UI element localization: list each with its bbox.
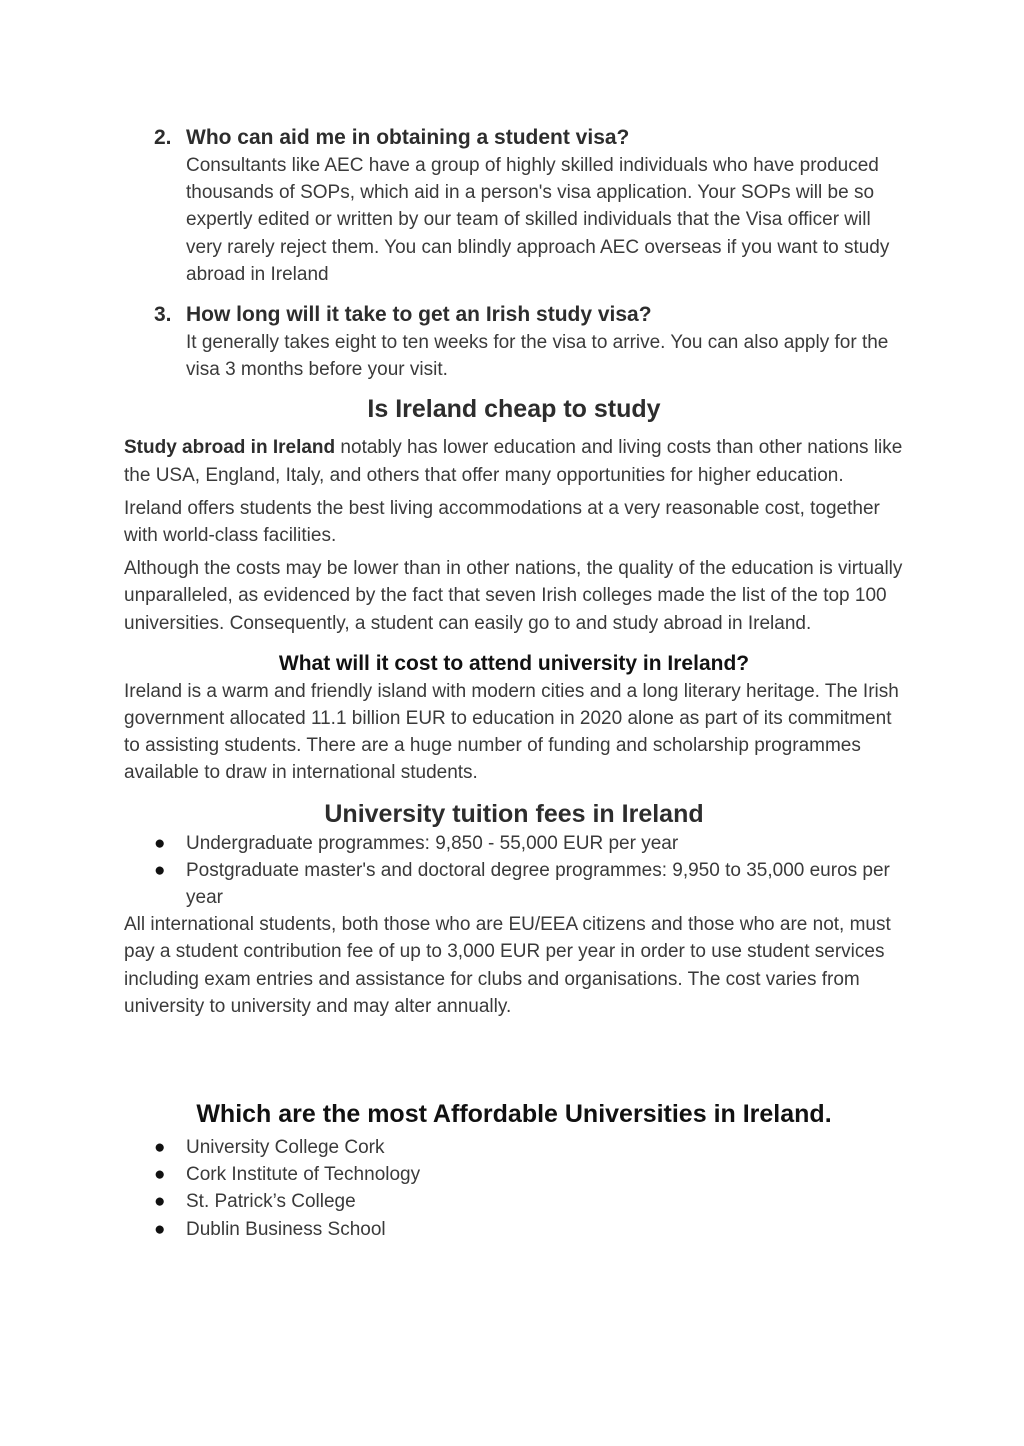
faq-answer: It generally takes eight to ten weeks for the visa to arrive. You can also apply for the visa 3 months before your visit. [186, 332, 889, 381]
paragraph-text: notably has lower education and living costs than other nations like the USA, England, Italy, and others that offer many opportunities for higher education. [124, 437, 903, 486]
section-heading-fees: University tuition fees in Ireland [324, 799, 704, 828]
list-item-text: University College Cork [186, 1137, 385, 1159]
paragraph-costs [124, 434, 904, 488]
bullet-icon: ● [154, 1218, 166, 1240]
list-item [124, 1161, 904, 1188]
list-item-text: St. Patrick’s College [186, 1191, 356, 1213]
universities-list [124, 1134, 904, 1243]
document-page [124, 124, 904, 1243]
bullet-icon: ● [154, 1137, 166, 1159]
bold-phrase: Study abroad in Ireland [124, 437, 336, 459]
faq-question: How long will it take to get an Irish study visa? [186, 303, 652, 327]
paragraph-quality: Although the costs may be lower than in other nations, the quality of the education is virtually unparalleled, as evidenced by the fact that seven Irish colleges made the list of the top 100 universities. Consequently, a student can easily go to and study abroad in Ireland. [124, 558, 903, 634]
paragraph-accommodation: Ireland offers students the best living accommodations at a very reasonable cost, together with world-class facilities. [124, 497, 880, 547]
faq-item-visa-aid [124, 124, 904, 288]
list-item [124, 1134, 904, 1161]
list-item [124, 830, 904, 857]
list-item-text: Postgraduate master's and doctoral degree programmes: 9,950 to 35,000 euros per year [186, 859, 890, 909]
faq-number: 3. [154, 303, 172, 327]
section-heading-cheap: Is Ireland cheap to study [367, 395, 661, 424]
list-item-text: Cork Institute of Technology [186, 1164, 421, 1186]
bullet-icon: ● [154, 1164, 166, 1186]
bullet-icon: ● [154, 1191, 166, 1213]
faq-number: 2. [154, 126, 172, 149]
paragraph-cost: Ireland is a warm and friendly island with modern cities and a long literary heritage. The Irish government allocated 11.1 billion EUR to education in 2020 alone as part of its commitment to assisting students. There are a huge number of funding and scholarship programmes available to draw in international students. [124, 680, 899, 784]
list-item-text: Undergraduate programmes: 9,850 - 55,000 EUR per year [186, 832, 679, 854]
faq-answer: Consultants like AEC have a group of highly skilled individuals who have produced thousands of SOPs, which aid in a person's visa application. Your SOPs will be so expertly edited or written by our team of skilled individuals that the Visa officer will very rarely reject them. You can blindly approach AEC overseas if you want to study abroad in Ireland [186, 155, 890, 285]
list-item-text: Dublin Business School [186, 1218, 386, 1240]
bullet-icon: ● [154, 832, 166, 854]
faq-item-visa-duration [124, 301, 904, 383]
section-heading-cost: What will it cost to attend university in Ireland? [278, 651, 750, 675]
section-heading-affordable: Which are the most Affordable Universities in Ireland. [196, 1100, 832, 1129]
fees-list [124, 830, 904, 912]
list-item [124, 1188, 904, 1215]
paragraph-contribution-fee: All international students, both those who are EU/EEA citizens and those who are not, must pay a student contribution fee of up to 3,000 EUR per year in order to use student services including exam entries and assistance for clubs and organisations. The cost varies from university to university and may alter annually. [124, 914, 891, 1017]
faq-question: Who can aid me in obtaining a student visa? [186, 126, 630, 149]
list-item [124, 857, 904, 911]
bullet-icon: ● [154, 859, 166, 881]
list-item [124, 1216, 904, 1243]
